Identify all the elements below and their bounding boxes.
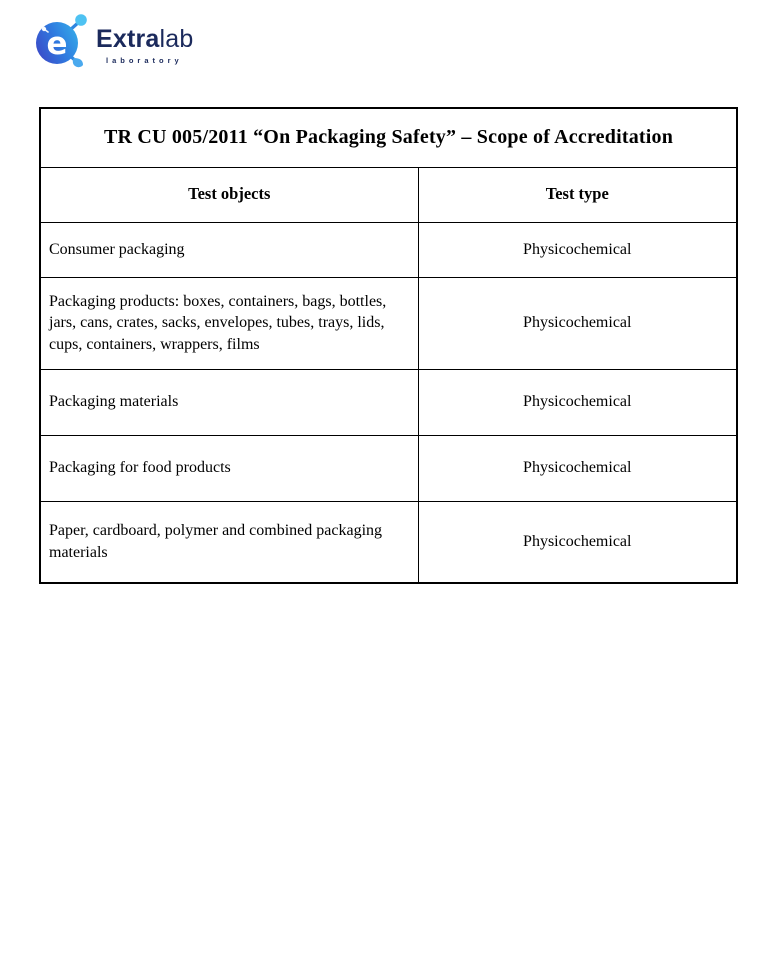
teardrop-dot <box>73 58 83 67</box>
column-header-test-type: Test type <box>418 167 737 222</box>
table-row <box>40 277 737 369</box>
column-header-test-objects: Test objects <box>40 167 418 222</box>
table-title-row <box>40 108 737 167</box>
test-object-cell: Packaging for food products <box>40 435 418 501</box>
extralab-logo <box>32 12 194 74</box>
test-object-cell: Paper, cardboard, polymer and combined packaging materials <box>40 501 418 583</box>
test-object-cell: Consumer packaging <box>40 222 418 277</box>
brand-name <box>96 27 194 52</box>
accreditation-scope-table <box>39 107 738 584</box>
test-object-cell: Packaging materials <box>40 369 418 435</box>
table-header-row <box>40 167 737 222</box>
test-type-cell: Physicochemical <box>418 369 737 435</box>
table-row <box>40 435 737 501</box>
logo-wordmark <box>96 27 194 65</box>
extralab-molecule-icon <box>32 12 88 74</box>
table-row <box>40 222 737 277</box>
test-type-cell: Physicochemical <box>418 277 737 369</box>
test-type-cell: Physicochemical <box>418 222 737 277</box>
table-row <box>40 501 737 583</box>
test-type-cell: Physicochemical <box>418 501 737 583</box>
table-row <box>40 369 737 435</box>
test-object-cell: Packaging products: boxes, containers, bags, bottles, jars, cans, crates, sacks, envelopes, tubes, trays, lids, cups, containers, wrappers, films <box>40 277 418 369</box>
test-type-cell: Physicochemical <box>418 435 737 501</box>
table-title: TR CU 005/2011 “On Packaging Safety” – Scope of Accreditation <box>40 108 737 167</box>
brand-name-bold: Extra <box>96 25 160 53</box>
brand-tagline: laboratory <box>106 56 183 65</box>
brand-name-light: lab <box>159 25 194 53</box>
satellite-dot <box>75 14 87 26</box>
logo-letter-e: e <box>46 26 68 62</box>
